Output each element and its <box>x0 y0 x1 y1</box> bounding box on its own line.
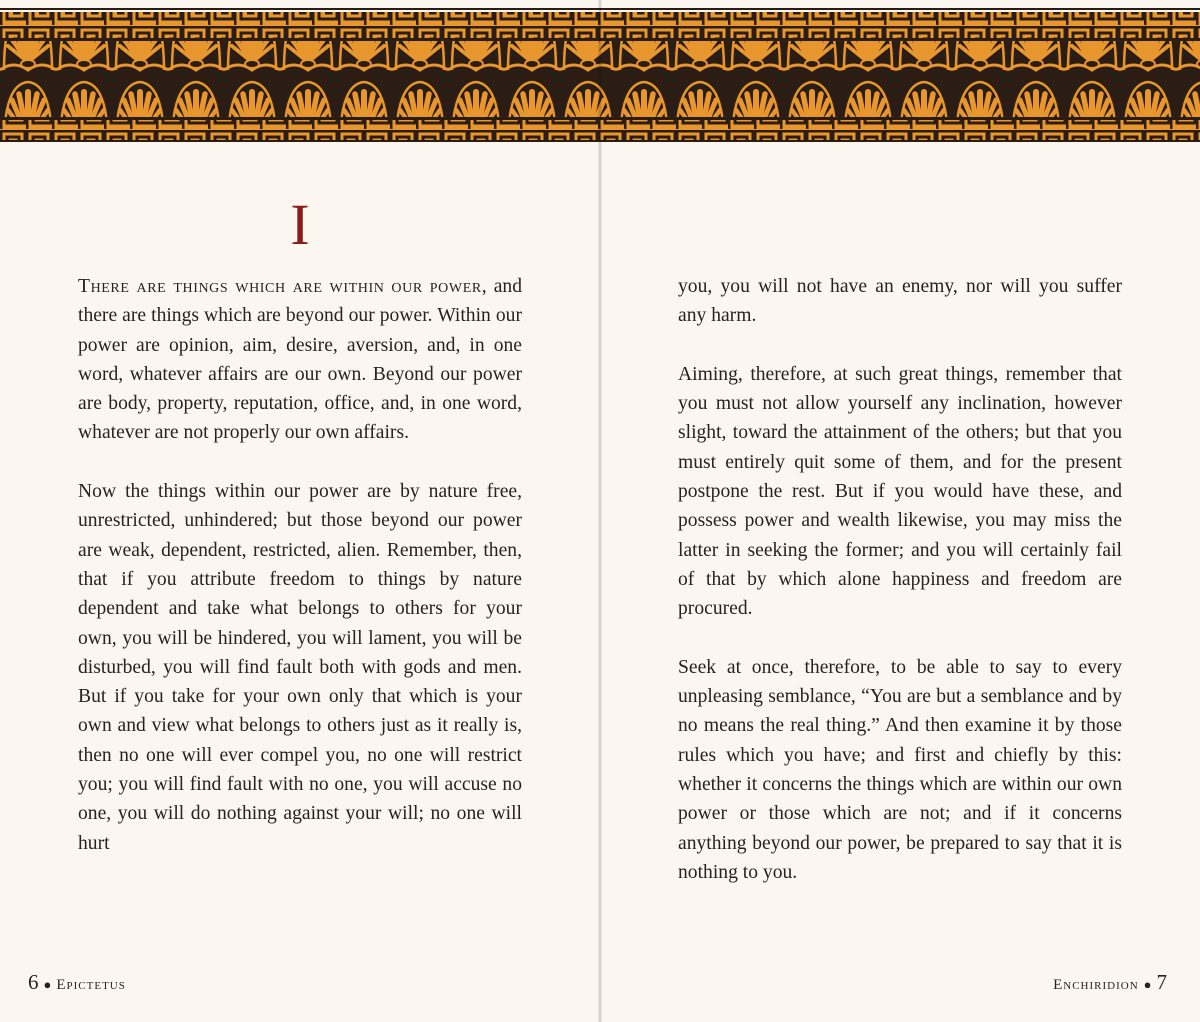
left-folio <box>28 970 126 997</box>
paragraph: Aiming, therefore, at such great things, remember that you must not allow yourself any inclination, however slight, toward the attainment of the others; but that you must entirely quit some of them, and for the present postpone the rest. But if you would have these, and possess power and wealth likewise, you may miss the latter in seeking the former; and you will certainly fail of that by which alone happiness and freedom are procured. <box>678 363 1122 620</box>
chapter-number: I <box>290 192 310 257</box>
bullet-separator-icon: ● <box>43 977 52 992</box>
left-page-body <box>78 272 522 858</box>
running-head: Enchiridion <box>1053 977 1139 993</box>
right-page <box>600 0 1200 1022</box>
right-page-body <box>678 272 1122 887</box>
page-number: 6 <box>28 970 39 994</box>
paragraph: Seek at once, therefore, to be able to say to every unpleasing semblance, “You are but a semblance and by no means the real thing.” And then examine it by those rules which you have; and first and chiefly by this: whether it concerns the things which are within our own power or those which are not; and if it concerns anything beyond our power, be prepared to say that it is nothing to you. <box>678 656 1122 883</box>
paragraph-text: and there are things which are beyond our power. Within our power are opinion, aim, desire, aversion, and, in one word, whatever affairs are our own. Beyond our power are body, property, reputation, office, and, in one word, whatever are not properly our own affairs. <box>78 276 522 444</box>
running-head: Epictetus <box>56 977 126 993</box>
right-folio <box>1053 970 1167 997</box>
page-number: 7 <box>1156 970 1167 994</box>
paragraph-lead-in: There are things which are within our power, <box>78 276 488 297</box>
paragraph: Now the things within our power are by nature free, unrestricted, unhindered; but those beyond our power are weak, dependent, restricted, alien. Remember, then, that if you attribute freedom to things by nature dependent and take what belongs to others for your own, you will be hindered, you will lament, you will be disturbed, you will find fault both with gods and men. But if you take for your own only that which is your own and view what belongs to others just as it really is, then no one will ever compel you, no one will restrict you; you will find fault with no one, you will accuse no one, you will do nothing against your will; no one will hurt <box>78 481 522 854</box>
paragraph: you, you will not have an enemy, nor will you suffer any harm. <box>678 276 1122 327</box>
paragraph <box>78 272 522 448</box>
bullet-separator-icon: ● <box>1143 977 1152 992</box>
